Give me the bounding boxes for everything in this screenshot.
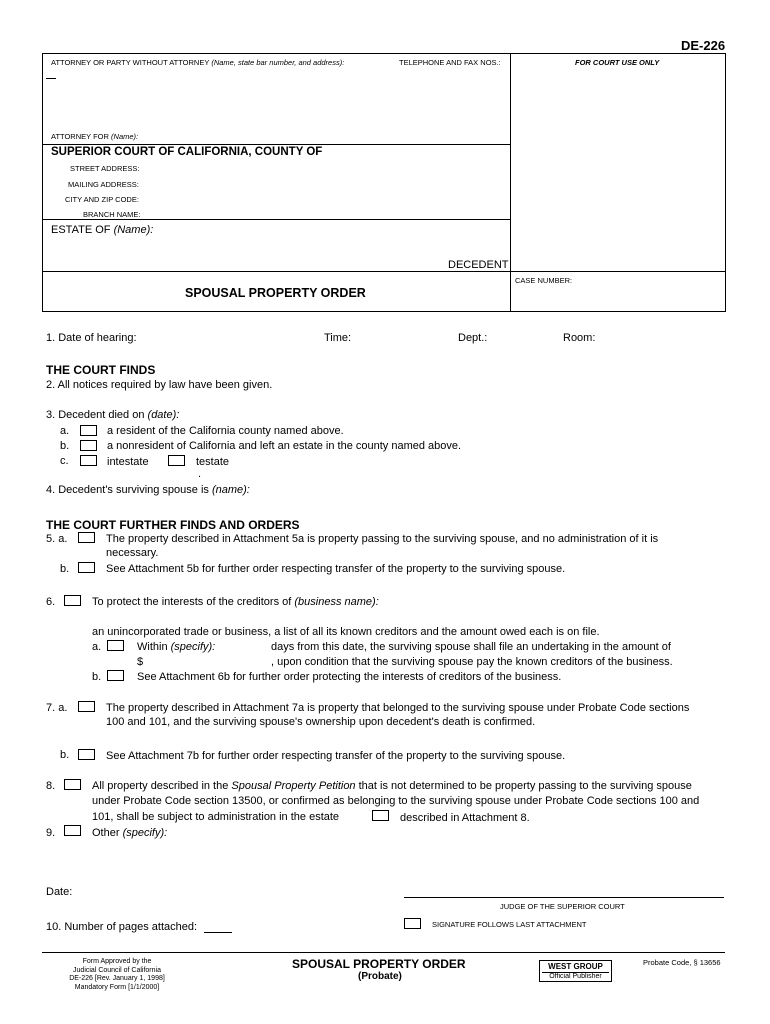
estate-label: [51, 224, 153, 236]
item-9-checkbox[interactable]: [64, 825, 81, 836]
item-7a-number: 7. a.: [46, 702, 68, 714]
item-7b-text: See Attachment 7b for further order respecting transfer of the property to the surviving spouse.: [106, 750, 566, 762]
item-7b-checkbox[interactable]: [78, 749, 95, 760]
judge-signature-line[interactable]: [404, 897, 724, 898]
street-address-label: STREET ADDRESS:: [70, 164, 140, 173]
attorney-for-hint: (Name):: [111, 132, 139, 141]
item-6-description: an unincorporated trade or business, a list of all its known creditors and the amount owed each is on file.: [92, 626, 600, 638]
item-6b-checkbox[interactable]: [107, 670, 124, 681]
approval-line-3: DE-226 [Rev. January 1, 1998]: [69, 975, 165, 982]
item-7a-checkbox[interactable]: [78, 701, 95, 712]
court-use-label: FOR COURT USE ONLY: [575, 58, 660, 67]
hearing-room-label: Room:: [563, 332, 596, 344]
item-6b-text: See Attachment 6b for further order protecting the interests of creditors of the business.: [137, 671, 562, 683]
item-5a-number: 5. a.: [46, 533, 68, 545]
item-4-hint: (name):: [211, 484, 250, 496]
item-10: 10. Number of pages attached:: [46, 921, 198, 933]
item-6-number: 6.: [46, 596, 56, 608]
city-zip-label: CITY AND ZIP CODE:: [65, 195, 139, 204]
approval-line-2: Judicial Council of California: [73, 966, 161, 974]
publisher-subtitle: Official Publisher: [549, 973, 602, 980]
form-approval: [52, 958, 182, 992]
case-number-label: CASE NUMBER:: [515, 276, 573, 285]
item-8-checkbox[interactable]: [64, 779, 81, 790]
item-6a-line2: , upon condition that the surviving spouse pay the known creditors of the business.: [271, 656, 673, 668]
item-3a-text: a resident of the California county named above.: [107, 425, 344, 437]
intestate-checkbox[interactable]: [80, 455, 97, 466]
item-7a-line1: The property described in Attachment 7a is property that belonged to the surviving spouse under Probate Code sections: [106, 702, 690, 714]
item-8-line1: [92, 780, 692, 792]
attorney-for-label: [51, 132, 138, 141]
item-9-hint: (specify):: [122, 827, 168, 839]
item-3b-letter: b.: [60, 440, 70, 452]
item-6-main: To protect the interests of the creditors of: [92, 596, 292, 608]
mailing-address-label: MAILING ADDRESS:: [68, 180, 139, 189]
item-6-checkbox[interactable]: [64, 595, 81, 606]
item-5a-checkbox[interactable]: [78, 532, 95, 543]
item-8-attachment-checkbox[interactable]: [372, 810, 389, 821]
testate-checkbox[interactable]: [168, 455, 185, 466]
item-3-text: 3. Decedent died on: [46, 409, 145, 421]
footer-title: SPOUSAL PROPERTY ORDER: [292, 957, 466, 971]
item-4: [46, 484, 250, 496]
item-6a-checkbox[interactable]: [107, 640, 124, 651]
item-6a-within: [137, 641, 215, 653]
branch-name-label: BRANCH NAME:: [83, 210, 141, 219]
item-9-number: 9.: [46, 827, 56, 839]
item-8-number: 8.: [46, 780, 56, 792]
footer-subtitle: (Probate): [358, 971, 402, 982]
approval-line-4: Mandatory Form [1/1/2000]: [74, 983, 160, 991]
item-6a-number: a.: [92, 641, 102, 653]
item-8-line1-italic: Spousal Property Petition: [231, 780, 356, 792]
item-2: 2. All notices required by law have been given.: [46, 379, 273, 391]
date-label: Date:: [46, 886, 73, 898]
court-name: SUPERIOR COURT OF CALIFORNIA, COUNTY OF: [51, 146, 323, 158]
attorney-for-text: ATTORNEY FOR: [51, 132, 109, 141]
further-finds-heading: THE COURT FURTHER FINDS AND ORDERS: [46, 518, 300, 532]
publisher-name: WEST GROUP: [542, 962, 609, 973]
item-7a-line2: 100 and 101, and the surviving spouse's ownership upon decedent's death is confirmed.: [106, 716, 536, 728]
signature-follows-label: SIGNATURE FOLLOWS LAST ATTACHMENT: [432, 920, 587, 929]
item-3a-letter: a.: [60, 425, 70, 437]
item-6a-dollar: $: [137, 656, 144, 668]
item-5b-checkbox[interactable]: [78, 562, 95, 573]
publisher-logo: [539, 960, 612, 982]
attorney-label-text: ATTORNEY OR PARTY WITHOUT ATTORNEY: [51, 58, 210, 67]
intestate-label: intestate: [107, 456, 149, 468]
item-7b-number: b.: [60, 749, 70, 761]
approval-line-1: Form Approved by the: [82, 958, 152, 965]
item-5b-number: b.: [60, 563, 70, 575]
estate-text: ESTATE OF: [51, 224, 111, 236]
signature-follows-checkbox[interactable]: [404, 918, 421, 929]
hearing-date-label: 1. Date of hearing:: [46, 332, 137, 344]
item-8-line3: 101, shall be subject to administration in the estate: [92, 811, 340, 823]
item-8-line3b: described in Attachment 8.: [400, 812, 530, 824]
item-8-line2: under Probate Code section 13500, or confirmed as belonging to the surviving spouse under Probate Code sections 100 and: [92, 795, 700, 807]
item-6a-rest: days from this date, the surviving spouse shall file an undertaking in the amount of: [271, 641, 671, 653]
decedent-label: DECEDENT: [448, 259, 509, 271]
item-6a-within-text: Within: [137, 641, 168, 653]
item-6b-number: b.: [92, 671, 102, 683]
item-5b-text: See Attachment 5b for further order respecting transfer of the property to the surviving spouse.: [106, 563, 566, 575]
item-3a-checkbox[interactable]: [80, 425, 97, 436]
phone-label: TELEPHONE AND FAX NOS.:: [399, 58, 501, 67]
footer-rule: [42, 952, 725, 953]
judge-label: JUDGE OF THE SUPERIOR COURT: [500, 902, 625, 911]
stray-dot: .: [198, 468, 202, 480]
pages-attached-field[interactable]: [204, 920, 232, 933]
hearing-time-label: Time:: [324, 332, 352, 344]
probate-code-ref: Probate Code, § 13656: [643, 958, 721, 967]
item-3-hint: (date):: [147, 409, 180, 421]
item-3: [46, 409, 179, 421]
estate-hint: (Name):: [113, 224, 154, 236]
attorney-label: [51, 58, 344, 67]
attorney-label-hint: (Name, state bar number, and address):: [211, 58, 345, 67]
hearing-dept-label: Dept.:: [458, 332, 488, 344]
item-9-text: [92, 827, 167, 839]
item-3b-text: a nonresident of California and left an estate in the county named above.: [107, 440, 462, 452]
item-3c-letter: c.: [60, 455, 69, 467]
form-number: DE-226: [681, 38, 726, 53]
item-6a-hint: (specify):: [170, 641, 216, 653]
item-4-text: 4. Decedent's surviving spouse is: [46, 484, 209, 496]
item-8-line1-a: All property described in the: [92, 780, 229, 792]
item-5a-line2: necessary.: [106, 547, 159, 559]
item-8-line1-b: that is not determined to be property passing to the surviving spouse: [358, 780, 692, 792]
court-finds-heading: THE COURT FINDS: [46, 363, 156, 377]
item-9-main: Other: [92, 827, 120, 839]
form-title: SPOUSAL PROPERTY ORDER: [185, 286, 366, 300]
item-6-text: [92, 596, 379, 608]
item-5a-line1: The property described in Attachment 5a is property passing to the surviving spouse, and no administration of it is: [106, 533, 659, 545]
testate-label: testate: [196, 456, 230, 468]
item-3b-checkbox[interactable]: [80, 440, 97, 451]
item-6-hint: (business name):: [294, 596, 379, 608]
